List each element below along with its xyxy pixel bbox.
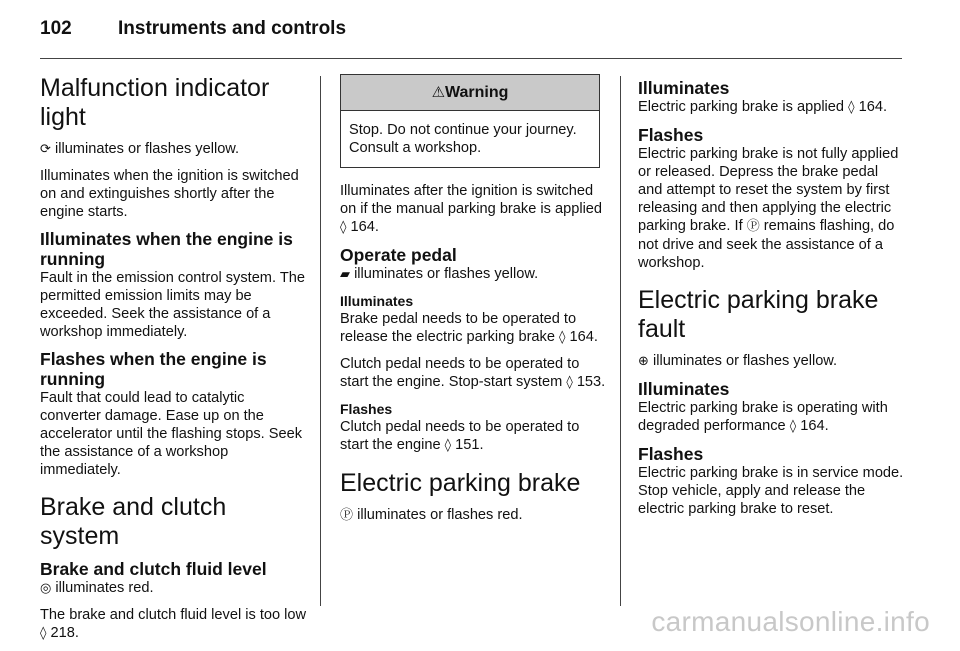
parking-brake-icon: Ⓟ [746, 219, 760, 234]
column-3 [638, 74, 904, 526]
page-ref-icon: ◊ [848, 100, 855, 115]
heading-illuminates: Illuminates [340, 293, 414, 309]
heading-malfunction-indicator: Malfunction indicator light [40, 74, 270, 131]
engine-check-icon: ⟳ [40, 142, 51, 157]
page-header [40, 18, 346, 40]
warning-text: Stop. Do not continue your journey. Consult a workshop. [349, 122, 577, 156]
page-ref-icon: ◊ [789, 419, 797, 434]
fault-description: ⊕ illuminates or flashes yellow. [638, 353, 838, 369]
illuminates-text-2: Clutch pedal needs to be operated to start the engine. Stop-start system ◊ 153. [340, 356, 606, 390]
fluid-paragraph: The brake and clutch fluid level is too low ◊ 218. [40, 607, 307, 641]
pedal-icon: ▰ [340, 267, 350, 282]
column-divider-1 [320, 76, 321, 606]
heading-epb-fault: Electric parking brake fault [638, 286, 879, 343]
heading-electric-parking-brake: Electric parking brake [340, 469, 581, 497]
page-ref-icon: ◊ [340, 220, 347, 235]
pedal-description: ▰ illuminates or flashes yellow. [340, 266, 539, 282]
header-rule [40, 58, 902, 59]
heading-flashes-2: Flashes [638, 444, 704, 464]
warning-triangle-icon: ⚠ [431, 83, 446, 101]
heading-flashes: Flashes [638, 125, 704, 145]
heading-illuminates: Illuminates [638, 78, 730, 98]
epb-description: Ⓟ illuminates or flashes red. [340, 507, 523, 523]
page-ref-icon: ◊ [444, 438, 452, 453]
heading-operate-pedal: Operate pedal [340, 245, 457, 265]
illuminates-text: Electric parking brake is applied ◊ 164. [638, 99, 888, 115]
column-divider-2 [620, 76, 621, 606]
heading-illuminates-2: Illuminates [638, 379, 730, 399]
fluid-description: ◎ illuminates red. [40, 580, 154, 596]
warning-box [340, 74, 600, 168]
page-title: Instruments and controls [118, 18, 347, 39]
flashes-text: Electric parking brake is not fully applied or released. Depress the brake pedal and attempt to reset the system by first releasing and then applying the electric parking brake. If Ⓟ remains flashing, do not drive and seek the assistance of a workshop. [638, 146, 899, 271]
page-ref-icon: ◊ [566, 375, 573, 390]
page-number: 102 [40, 18, 72, 39]
flashes-text-2: Electric parking brake is in service mode. Stop vehicle, apply and release the electric parking brake to reset. [638, 465, 904, 517]
illuminates-running-text: Fault in the emission control system. The permitted emission limits may be exceeded. Seek the assistance of a workshop immediately. [40, 270, 305, 340]
heading-fluid-level: Brake and clutch fluid level [40, 559, 267, 579]
column-2 [340, 74, 608, 533]
flashes-text: Clutch pedal needs to be operated to start the engine ◊ 151. [340, 419, 580, 453]
column-1 [40, 74, 308, 651]
page-ref-icon: ◊ [559, 330, 566, 345]
brake-fault-icon: ⊕ [638, 354, 649, 369]
heading-brake-clutch: Brake and clutch system [40, 493, 227, 550]
brake-fluid-icon: ◎ [40, 581, 52, 596]
illuminates-text-2: Electric parking brake is operating with degraded performance ◊ 164. [638, 400, 888, 434]
watermark: carmanualsonline.info [651, 606, 930, 637]
mil-description: ⟳ illuminates or flashes yellow. [40, 141, 240, 157]
flashes-running-text: Fault that could lead to catalytic converter damage. Ease up on the accelerator until the flashing stops. Seek the assistance of a workshop immediately. [40, 390, 303, 478]
heading-flashes-running: Flashes when the engine is running [40, 349, 267, 389]
heading-flashes: Flashes [340, 401, 393, 417]
manual-brake-paragraph: Illuminates after the ignition is switched on if the manual parking brake is applied ◊ 164. [340, 183, 603, 235]
parking-brake-icon: Ⓟ [340, 508, 354, 523]
heading-illuminates-running: Illuminates when the engine is running [40, 229, 293, 269]
mil-paragraph: Illuminates when the ignition is switched on and extinguishes shortly after the engine starts. [40, 168, 299, 220]
warning-header: ⚠Warning [341, 75, 599, 111]
illuminates-text-1: Brake pedal needs to be operated to release the electric parking brake ◊ 164. [340, 311, 598, 345]
page-ref-icon: ◊ [40, 626, 47, 641]
